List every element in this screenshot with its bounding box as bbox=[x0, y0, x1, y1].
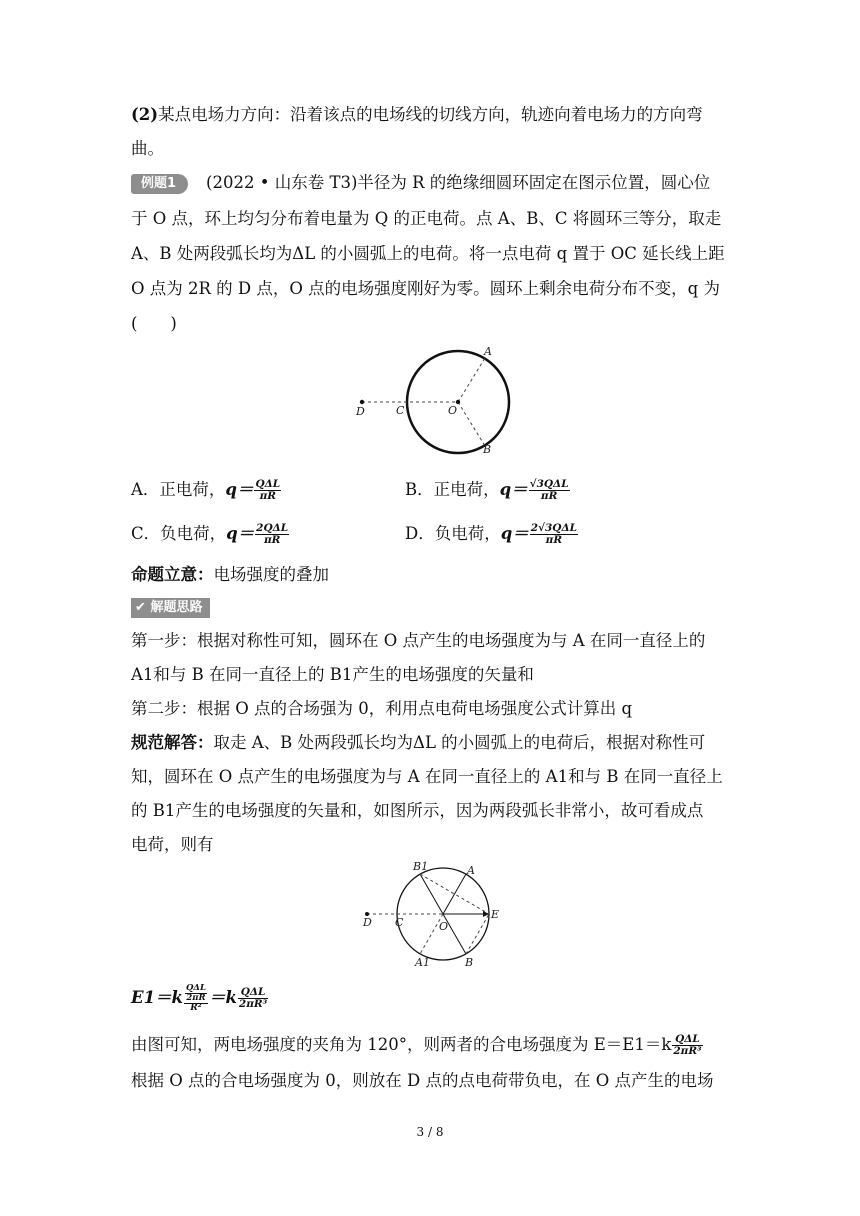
example-line2: 于 O 点，环上均匀分布着电量为 Q 的正电荷。点 A、B、C 将圆环三等分，取走 bbox=[131, 209, 722, 228]
be-line bbox=[466, 914, 489, 954]
label-b1: B1 bbox=[413, 860, 429, 873]
e1-rhs-fraction: $\frac{\text{QΔL}}{\text{2πR³}}$ bbox=[238, 986, 268, 1010]
thinking-tag: ✔ 解题思路 bbox=[131, 598, 210, 618]
step1-line2: A1和与 B 在同一直径上的 B1产生的电场强度的矢量和 bbox=[131, 665, 534, 684]
oa-line bbox=[458, 358, 485, 402]
step1-line1: 第一步：根据对称性可知，圆环在 O 点产生的电场强度为与 A 在同一直径上的 bbox=[131, 631, 706, 650]
ring-figure bbox=[350, 340, 520, 460]
label-o-2: O bbox=[439, 920, 449, 933]
example-line3: A、B 处两段弧长均为ΔL 的小圆弧上的电荷。将一点电荷 q 置于 OC 延长线上距 bbox=[131, 244, 725, 263]
label-a1: A1 bbox=[415, 956, 430, 969]
example-line1: 例题1 (2022 • 山东卷 T3)半径为 R 的绝缘细圆环固定在图示位置，圆心位 bbox=[131, 172, 731, 194]
step2-line: 第二步：根据 O 点的合场强为 0，利用点电荷电场强度公式计算出 q bbox=[131, 699, 633, 718]
label-b: B bbox=[483, 443, 492, 456]
section2-line1: (2)某点电场力方向：沿着该点的电场线的切线方向，轨迹向着电场力的方向弯 bbox=[131, 105, 703, 124]
section2-label: (2) bbox=[131, 105, 159, 124]
option-c[interactable]: C．负电荷，q＝ $\frac{\text{2QΔL}}{\pi R}$ bbox=[131, 522, 289, 546]
option-d[interactable]: D．负电荷，q＝ $\frac{\text{2√3QΔL}}{\pi R}$ bbox=[405, 522, 577, 546]
label-c: C bbox=[396, 404, 405, 417]
option-a-fraction: $\frac{\text{QΔL}}{\pi R}$ bbox=[255, 478, 281, 502]
label-d: D bbox=[356, 405, 365, 418]
ob1-line bbox=[420, 874, 443, 914]
option-c-fraction: $\frac{\text{2QΔL}}{\pi R}$ bbox=[256, 522, 289, 546]
vector-figure bbox=[355, 858, 515, 970]
intent-label: 命题立意： bbox=[131, 565, 214, 584]
solution-label: 规范解答： bbox=[131, 733, 214, 752]
option-d-fraction: $\frac{\text{2√3QΔL}}{\pi R}$ bbox=[530, 522, 577, 546]
oa-line-2 bbox=[443, 874, 466, 914]
point-d bbox=[360, 400, 364, 404]
solution-line1: 规范解答：取走 A、B 处两段弧长均为ΔL 的小圆弧上的电荷后，根据对称性可 bbox=[131, 733, 706, 752]
example-line4: O 点为 2R 的 D 点，O 点的电场强度刚好为零。圆环上剩余电荷分布不变，q 为 bbox=[131, 279, 720, 298]
solution-line3: 的 B1产生的电场强度的矢量和，如图所示，因为两段弧长非常小，故可看成点 bbox=[131, 801, 704, 820]
solution-line4: 电荷，则有 bbox=[131, 835, 214, 854]
example-tag: 例题1 bbox=[131, 174, 188, 194]
option-b[interactable]: B．正电荷，q＝ $\frac{\text{√3QΔL}}{\pi R}$ bbox=[405, 478, 569, 502]
conclusion-line1: 由图可知，两电场强度的夹角为 120°，则两者的合电场强度为 E＝E1＝k $\frac{\text{QΔL}}{\text{2πR³}}$ bbox=[131, 1033, 702, 1057]
conclusion-line2: 根据 O 点的合电场强度为 0，则放在 D 点的点电荷带负电，在 O 点产生的电场 bbox=[131, 1071, 714, 1090]
conclusion-fraction: $\frac{\text{QΔL}}{\text{2πR³}}$ bbox=[673, 1033, 702, 1057]
option-b-fraction: $\frac{\text{√3QΔL}}{\pi R}$ bbox=[529, 478, 569, 502]
formula-e1: E1＝k $\frac{\frac{\text{QΔL}}{2\pi R}}{\text{R²}}$ ＝k $\frac{\text{QΔL}}{\text{2πR³}}$ bbox=[131, 982, 268, 1013]
label-b-2: B bbox=[465, 956, 474, 969]
label-e: E bbox=[491, 908, 500, 921]
e1-outer-fraction: $\frac{\frac{\text{QΔL}}{2\pi R}}{\text{R²}}$ bbox=[186, 982, 206, 1013]
page-number: 3 / 8 bbox=[416, 1125, 444, 1139]
label-a: A bbox=[484, 345, 492, 358]
thinking-tag-line bbox=[131, 596, 731, 618]
section2-line2: 曲。 bbox=[131, 139, 164, 158]
solution-line2: 知，圆环在 O 点产生的电场强度为与 A 在同一直径上的 A1和与 B 在同一直径上 bbox=[131, 767, 723, 786]
intent-line: 命题立意：电场强度的叠加 bbox=[131, 565, 329, 584]
option-a[interactable]: A．正电荷，q＝ $\frac{\text{QΔL}}{\pi R}$ bbox=[131, 478, 281, 502]
label-d-2: D bbox=[363, 916, 372, 929]
check-icon: ✔ bbox=[135, 599, 146, 615]
example-line5: ( ) bbox=[131, 314, 177, 333]
ob-line bbox=[458, 402, 485, 446]
label-o: O bbox=[448, 404, 458, 417]
label-a-2: A bbox=[467, 864, 475, 877]
label-c-2: C bbox=[395, 916, 404, 929]
